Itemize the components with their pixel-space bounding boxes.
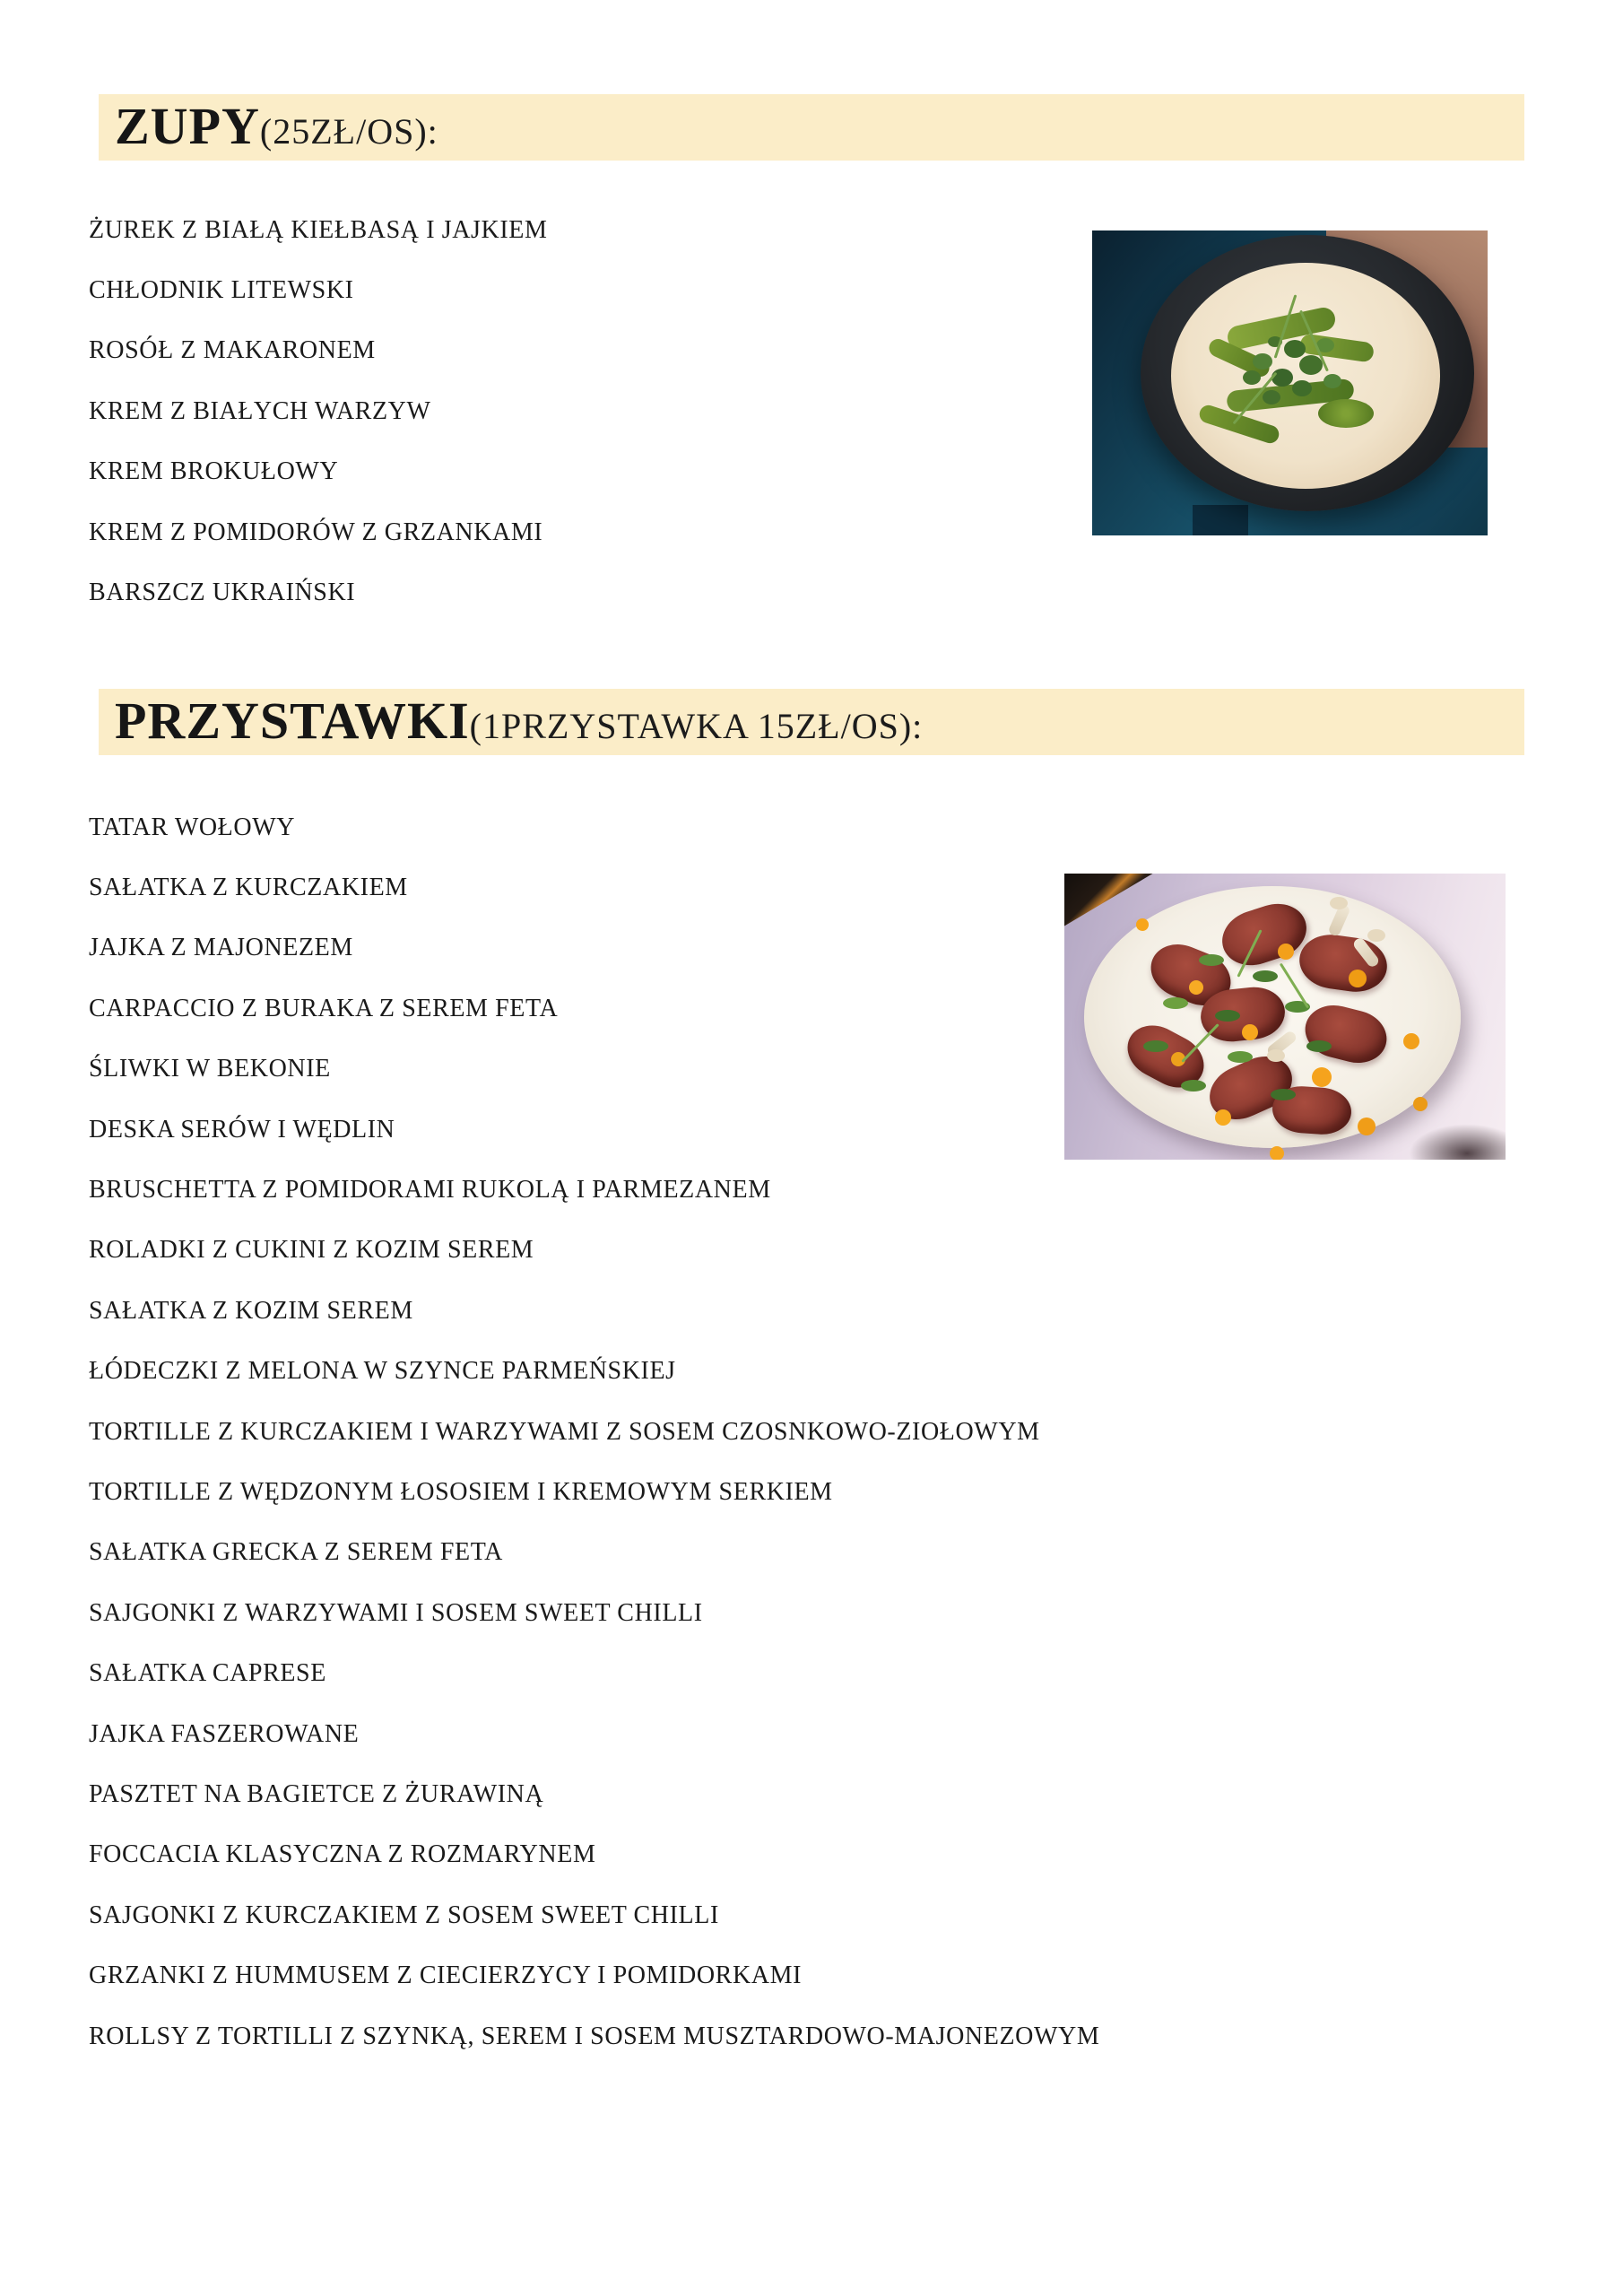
menu-item: ŁÓDECZKI Z MELONA W SZYNCE PARMEŃSKIEJ — [89, 1357, 676, 1386]
menu-item: CARPACCIO Z BURAKA Z SEREM FETA — [89, 994, 559, 1022]
menu-item: ROSÓŁ Z MAKARONEM — [89, 336, 376, 365]
menu-item: ŻUREK Z BIAŁĄ KIEŁBASĄ I JAJKIEM — [89, 215, 548, 244]
menu-item: SAŁATKA GRECKA Z SEREM FETA — [89, 1538, 503, 1567]
soup-list — [89, 200, 548, 623]
menu-item: ROLLSY Z TORTILLI Z SZYNKĄ, SEREM I SOSEM MUSZTARDOWO-MAJONEZOWYM — [89, 2022, 1100, 2050]
menu-item: ŚLIWKI W BEKONIE — [89, 1055, 331, 1083]
menu-item: PASZTET NA BAGIETCE Z ŻURAWINĄ — [89, 1779, 544, 1808]
section-title: PRZYSTAWKI — [115, 691, 470, 750]
menu-item: CHŁODNIK LITEWSKI — [89, 276, 354, 305]
section-title: ZUPY — [115, 97, 260, 155]
menu-item: FOCCACIA KLASYCZNA Z ROZMARYNEM — [89, 1840, 596, 1869]
menu-item: SAJGONKI Z KURCZAKIEM Z SOSEM SWEET CHILLI — [89, 1900, 719, 1929]
section-price-note: (1PRZYSTAWKA 15ZŁ/OS): — [469, 706, 924, 746]
section-header-zupy — [99, 94, 1524, 161]
mushroom-cap — [1267, 1049, 1285, 1062]
menu-item: JAJKA Z MAJONEZEM — [89, 934, 353, 962]
menu-item: KREM Z BIAŁYCH WARZYW — [89, 396, 431, 425]
table-shadow — [1193, 505, 1248, 535]
menu-item: GRZANKI Z HUMMUSEM Z CIECIERZYCY I POMIDORKAMI — [89, 1961, 803, 1990]
section-header-przystawki — [99, 689, 1524, 755]
pesto-swirl — [1318, 399, 1374, 428]
menu-item: BRUSCHETTA Z POMIDORAMI RUKOLĄ I PARMEZANEM — [89, 1176, 771, 1205]
soup-surface — [1171, 263, 1440, 489]
menu-item: ROLADKI Z CUKINI Z KOZIM SEREM — [89, 1236, 534, 1265]
menu-item: TORTILLE Z WĘDZONYM ŁOSOSIEM I KREMOWYM SERKIEM — [89, 1477, 833, 1506]
mushroom-cap — [1330, 897, 1348, 909]
menu-item: KREM Z POMIDORÓW Z GRZANKAMI — [89, 517, 543, 546]
menu-item: KREM BROKUŁOWY — [89, 457, 339, 486]
menu-item: BARSZCZ UKRAIŃSKI — [89, 578, 356, 607]
menu-item: TORTILLE Z KURCZAKIEM I WARZYWAMI Z SOSEM CZOSNKOWO-ZIOŁOWYM — [89, 1417, 1040, 1446]
corner-shadow — [1409, 1124, 1506, 1160]
menu-item: JAJKA FASZEROWANE — [89, 1719, 360, 1748]
menu-item: SAJGONKI Z WARZYWAMI I SOSEM SWEET CHILLI — [89, 1598, 703, 1627]
mushroom-cap — [1367, 929, 1385, 942]
menu-item: SAŁATKA Z KOZIM SEREM — [89, 1296, 413, 1325]
menu-item: SAŁATKA CAPRESE — [89, 1659, 326, 1688]
menu-item: TATAR WOŁOWY — [89, 813, 296, 841]
menu-item: SAŁATKA Z KURCZAKIEM — [89, 874, 408, 902]
sauce-dots — [1136, 918, 1149, 931]
herb-garnish — [1199, 954, 1224, 966]
section-price-note: (25ZŁ/OS): — [259, 111, 438, 152]
cream-soup-photo — [1092, 230, 1488, 535]
appetizer-list — [89, 797, 1099, 2066]
appetizer-platter-photo — [1064, 874, 1506, 1160]
menu-item: DESKA SERÓW I WĘDLIN — [89, 1115, 395, 1144]
